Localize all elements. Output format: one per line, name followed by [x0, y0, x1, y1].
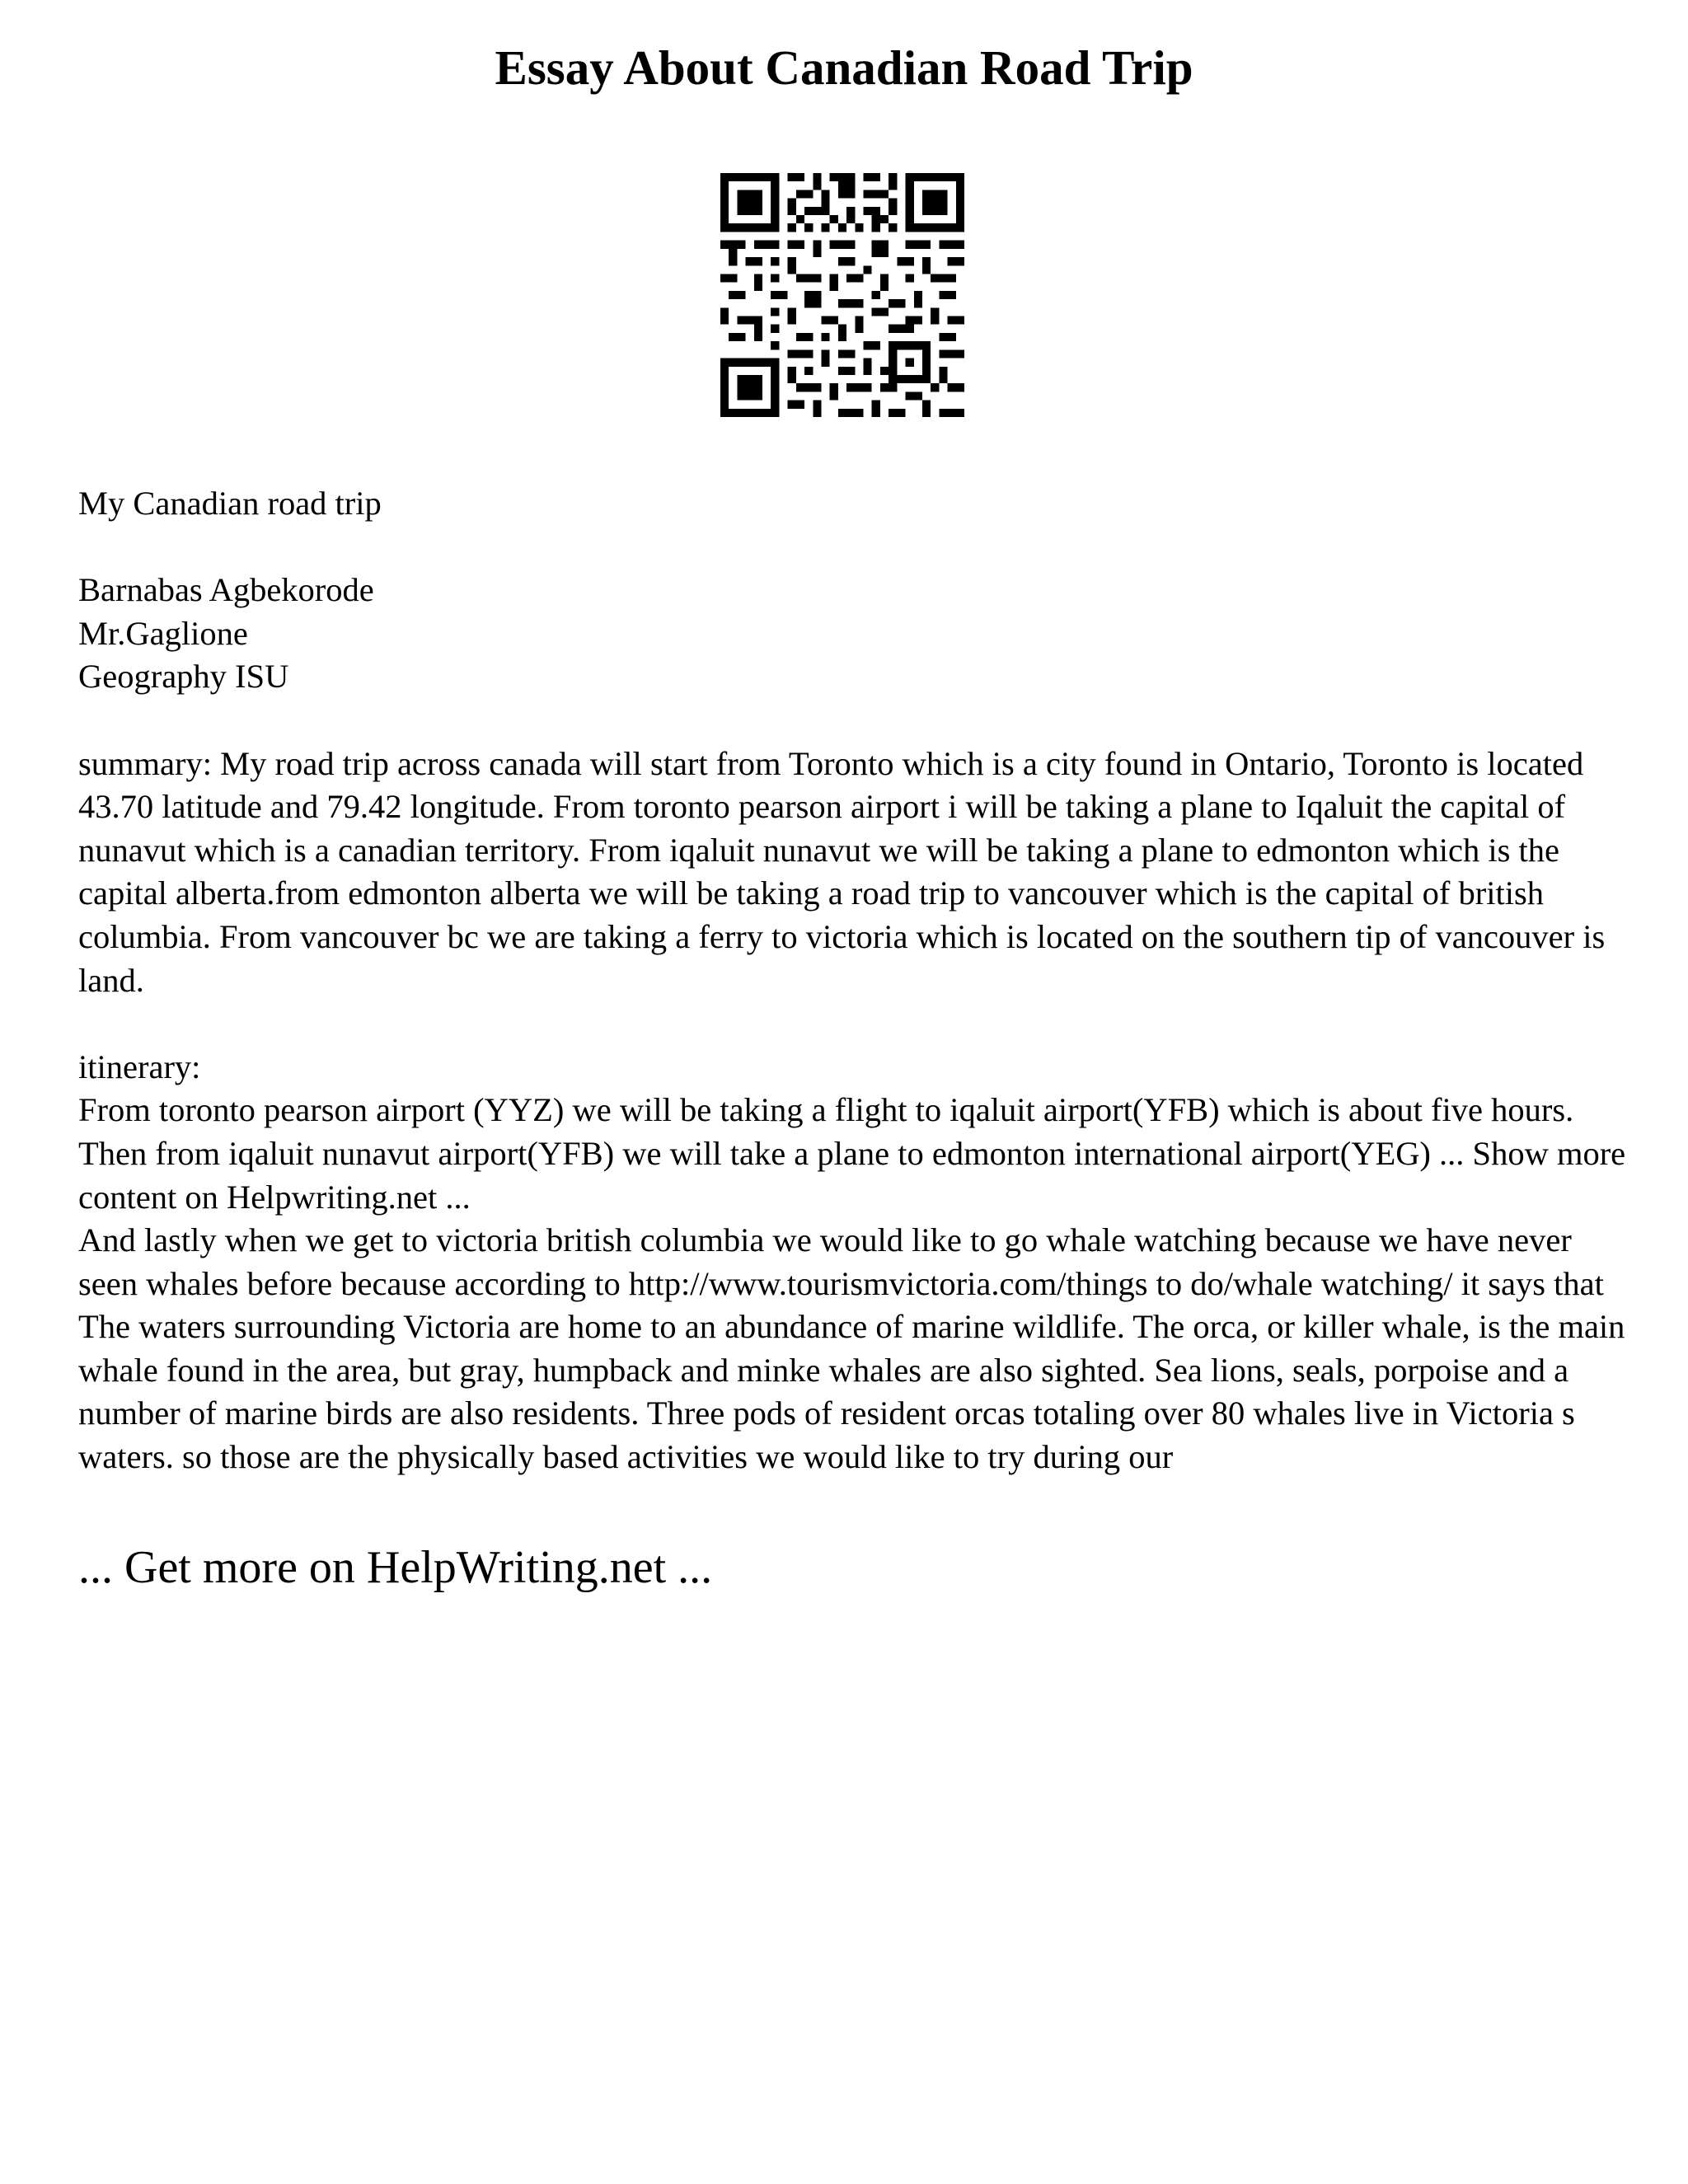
- qr-code-icon: [720, 173, 964, 417]
- closing-paragraph: And lastly when we get to victoria british columbia we would like to go whale watching because we have never seen whales before because according to http://www.tourismvictoria.com/things to do/whale watching/ it says that The waters surrounding Victoria are home to an abundance of marine wildlife. The orca, or killer whale, is the main whale found in the area, but gray, humpback and minke whales are also sighted. Sea lions, seals, porpoise and a number of marine birds are also residents. Three pods of resident orcas totaling over 80 whales live in Victoria s waters. so those are the physically based activities we would like to try during our: [78, 1221, 1625, 1476]
- essay-body: [78, 482, 1628, 1479]
- teacher-name: Mr.Gaglione: [78, 614, 248, 652]
- qr-code: [720, 173, 964, 417]
- heading-line: My Canadian road trip: [78, 485, 382, 522]
- page-title: Essay About Canadian Road Trip: [495, 40, 1193, 95]
- itinerary-paragraph: From toronto pearson airport (YYZ) we will be taking a flight to iqaluit airport(YFB) which is about five hours. Then from iqaluit nunavut airport(YFB) we will take a plane to edmonton international airport(YEG) ... Show more content on Helpwriting.net ...: [78, 1091, 1626, 1216]
- course-name: Geography ISU: [78, 658, 289, 696]
- get-more-link[interactable]: ... Get more on HelpWriting.net ...: [78, 1542, 713, 1593]
- itinerary-label: itinerary:: [78, 1047, 201, 1085]
- author-name: Barnabas Agbekorode: [78, 571, 374, 609]
- summary-paragraph: summary: My road trip across canada will start from Toronto which is a city found in Ontario, Toronto is located 43.70 latitude and 79.42 longitude. From toronto pearson airport i will be taking a plane to Iqaluit the capital of nunavut which is a canadian territory. From iqaluit nunavut we will be taking a plane to edmonton which is the capital alberta.from edmonton alberta we will be taking a road trip to vancouver which is the capital of british columbia. From vancouver bc we are taking a ferry to victoria which is located on the southern tip of vancouver is land.: [78, 744, 1606, 999]
